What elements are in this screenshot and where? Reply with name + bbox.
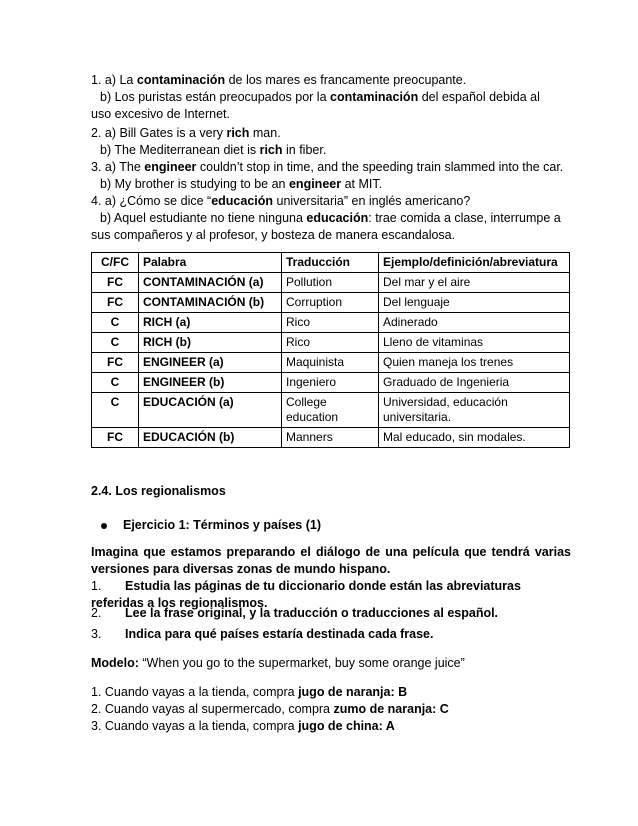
example-item-2 xyxy=(91,125,571,159)
step-text: Lee la frase original, y la traducción o traducciones al español. xyxy=(125,606,499,620)
cell-translation: Rico xyxy=(282,333,379,353)
cell-type: C xyxy=(92,313,139,333)
cell-type: FC xyxy=(92,353,139,373)
sentence-b: b) Aquel estudiante no tiene ninguna educación: trae comida a clase, interrumpe a xyxy=(100,211,561,225)
cell-type: C xyxy=(92,373,139,393)
cell-translation: Manners xyxy=(282,428,379,448)
sentence-a: 4. a) ¿Cómo se dice “educación universitaria” en inglés americano? xyxy=(91,194,471,208)
table-header-row xyxy=(92,253,570,273)
sentence-b: b) Los puristas están preocupados por la contaminación del español debida al xyxy=(100,90,540,104)
intro-paragraph: Imagina que estamos preparando el diálogo de una película que tendrá varias versiones para diversas zonas de mundo hispano. xyxy=(91,545,571,576)
table-row xyxy=(92,273,570,293)
header-cfc: C/FC xyxy=(92,253,139,273)
cell-type: C xyxy=(92,393,139,428)
table-row xyxy=(92,293,570,313)
cell-type: FC xyxy=(92,428,139,448)
cell-word: RICH (a) xyxy=(139,313,282,333)
sentence-b: b) The Mediterranean diet is rich in fiber. xyxy=(100,143,327,157)
step-text: Estudia las páginas de tu diccionario donde están las abreviaturas referidas a los regionalismos. xyxy=(91,579,521,610)
cell-type: FC xyxy=(92,273,139,293)
cell-word: EDUCACIÓN (a) xyxy=(139,393,282,428)
cell-example: Adinerado xyxy=(379,313,570,333)
sentence-a: 2. a) Bill Gates is a very rich man. xyxy=(91,126,281,140)
exercise-heading xyxy=(101,518,321,532)
sentence-a: 3. a) The engineer couldn’t stop in time, and the speeding train slammed into the car. xyxy=(91,160,564,174)
cell-translation: Pollution xyxy=(282,273,379,293)
answers-list xyxy=(91,684,571,735)
step-3 xyxy=(91,626,571,643)
cell-example: Del mar y el aire xyxy=(379,273,570,293)
step-2 xyxy=(91,605,571,622)
cell-type: FC xyxy=(92,293,139,313)
step-text: Indica para qué países estaría destinada cada frase. xyxy=(125,627,434,641)
example-item-1 xyxy=(91,72,571,123)
model-text: “When you go to the supermarket, buy some orange juice” xyxy=(138,656,465,670)
answer-item: 2. Cuando vayas al supermercado, compra zumo de naranja: C xyxy=(91,702,449,716)
cell-word: CONTAMINACIÓN (a) xyxy=(139,273,282,293)
vocabulary-table xyxy=(91,252,570,448)
step-number: 1. xyxy=(91,579,102,593)
cell-example: Universidad, educación universitaria. xyxy=(379,393,570,428)
example-item-3 xyxy=(91,159,571,193)
example-item-4 xyxy=(91,193,571,244)
sentence-b-cont: uso excesivo de Internet. xyxy=(91,107,230,121)
table-row xyxy=(92,333,570,353)
cell-example: Del lenguaje xyxy=(379,293,570,313)
exercise-title: Ejercicio 1: Términos y países (1) xyxy=(123,518,321,532)
header-palabra: Palabra xyxy=(139,253,282,273)
cell-example: Mal educado, sin modales. xyxy=(379,428,570,448)
answer-item: 1. Cuando vayas a la tienda, compra jugo de naranja: B xyxy=(91,685,408,699)
cell-example: Lleno de vitaminas xyxy=(379,333,570,353)
cell-example: Graduado de Ingenieria xyxy=(379,373,570,393)
cell-word: RICH (b) xyxy=(139,333,282,353)
cell-type: C xyxy=(92,333,139,353)
section-title: 2.4. Los regionalismos xyxy=(91,484,226,498)
cell-translation: Ingeniero xyxy=(282,373,379,393)
model-line xyxy=(91,655,571,672)
cell-word: ENGINEER (a) xyxy=(139,353,282,373)
cell-word: ENGINEER (b) xyxy=(139,373,282,393)
step-number: 3. xyxy=(91,627,102,641)
table-row xyxy=(92,313,570,333)
sentence-b: b) My brother is studying to be an engineer at MIT. xyxy=(100,177,383,191)
table-row xyxy=(92,373,570,393)
cell-translation: Rico xyxy=(282,313,379,333)
cell-word: CONTAMINACIÓN (b) xyxy=(139,293,282,313)
step-number: 2. xyxy=(91,606,102,620)
header-ejemplo: Ejemplo/definición/abreviatura xyxy=(379,253,570,273)
table-row xyxy=(92,428,570,448)
answer-item: 3. Cuando vayas a la tienda, compra jugo de china: A xyxy=(91,719,395,733)
sentence-a: 1. a) La contaminación de los mares es francamente preocupante. xyxy=(91,73,467,87)
cell-translation: Maquinista xyxy=(282,353,379,373)
model-label: Modelo: xyxy=(91,656,139,670)
table-row xyxy=(92,393,570,428)
cell-example: Quien maneja los trenes xyxy=(379,353,570,373)
cell-translation: Corruption xyxy=(282,293,379,313)
cell-word: EDUCACIÓN (b) xyxy=(139,428,282,448)
cell-translation: College education xyxy=(282,393,379,428)
bullet-icon xyxy=(101,523,107,529)
sentence-b-cont: sus compañeros y al profesor, y bosteza de manera escandalosa. xyxy=(91,228,456,242)
header-traduccion: Traducción xyxy=(282,253,379,273)
table-row xyxy=(92,353,570,373)
